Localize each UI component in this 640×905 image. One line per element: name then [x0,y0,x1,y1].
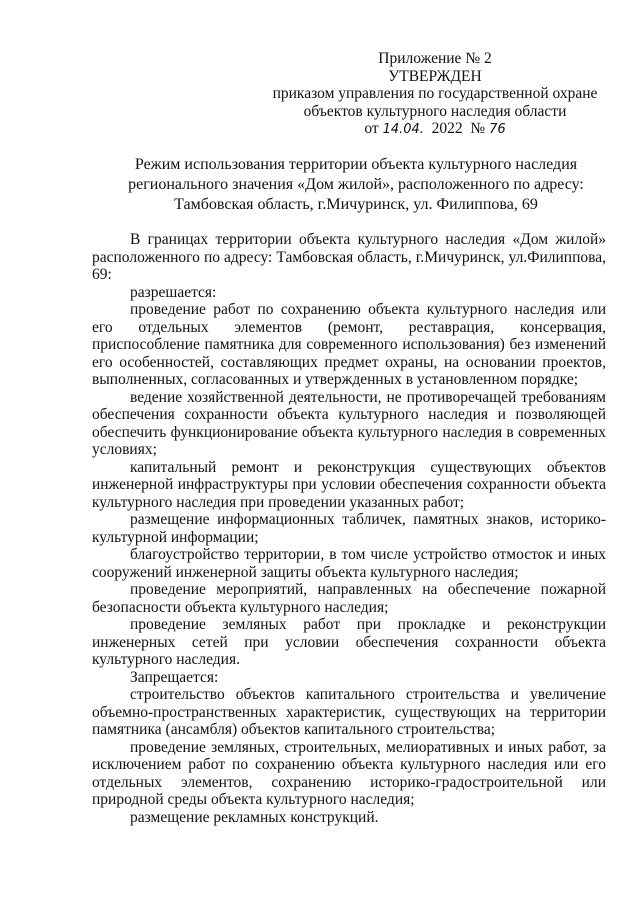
from-label: от [364,120,379,137]
permitted-heading: разрешается: [130,283,217,301]
prohibited-heading: Запрещается: [130,668,219,686]
handwritten-number: 76 [489,122,506,137]
approved-heading: УТВЕРЖДЕН [388,67,482,85]
order-authority: объектов культурного наследия области [303,102,567,120]
permitted-item: благоустройство территории, в том числе устройство отмосток и иных сооружений инженерной защиты объекта культурного наследия; [92,546,606,581]
prohibited-item: размещение рекламных конструкций. [130,808,379,826]
title-line-3: Тамбовская область, г.Мичуринск, ул. Филиппова, 69 [174,196,538,213]
prohibited-item: строительство объектов капитального строительства и увеличение объемно-пространственных характеристик, существующих на территории памятника (ансамбля) объектов капитального строительства; [92,686,606,738]
order-date-line [270,120,600,139]
permitted-item: ведение хозяйственной деятельности, не противоречащей требованиям обеспечения сохранности объекта культурного наследия и позволяющей обеспечить функционирование объекта культурного наследия в современных условиях; [92,388,606,458]
approval-block [270,50,600,139]
permitted-item: проведение работ по сохранению объекта культурного наследия или его отдельных элементов (ремонт, реставрация, консервация, приспособление памятника для современного использования) без изменений его особенностей, составляющих предмет охраны, на основании проектов, выполненных, согласованных и утвержденных в установленном порядке; [92,301,606,388]
permitted-item: проведение мероприятий, направленных на обеспечение пожарной безопасности объекта культурного наследия; [92,581,606,616]
document-title [92,155,620,215]
title-line-1: Режим использования территории объекта культурного наследия [134,156,578,173]
handwritten-date: 14.04. [382,122,424,137]
title-line-2: регионального значения «Дом жилой», расположенного по адресу: [128,176,584,193]
order-year: 2022 [431,120,463,137]
order-line: приказом управления по государственной охране [272,85,598,102]
prohibited-item: проведение земляных, строительных, мелиоративных и иных работ, за исключением работ по сохранению объекта культурного наследия или его отдельных элементов, сохранению историко-градостроительной или природной среды объекта культурного наследия; [92,738,606,808]
permitted-item: проведение земляных работ при прокладке и реконструкции инженерных сетей при условии обеспечения сохранности объекта культурного наследия. [92,616,606,668]
document-body [92,231,606,826]
number-label: № [470,120,486,137]
appendix-number: Приложение № 2 [378,50,492,67]
intro-paragraph: В границах территории объекта культурного наследия «Дом жилой» расположенного по адресу: Тамбовская область, г.Мичуринск, ул.Филиппова, 69: [92,231,606,283]
permitted-item: капитальный ремонт и реконструкция существующих объектов инженерной инфраструктуры при условии обеспечения сохранности объекта культурного наследия при проведении указанных работ; [92,458,606,511]
permitted-item: размещение информационных табличек, памятных знаков, историко-культурной информации; [92,511,606,546]
